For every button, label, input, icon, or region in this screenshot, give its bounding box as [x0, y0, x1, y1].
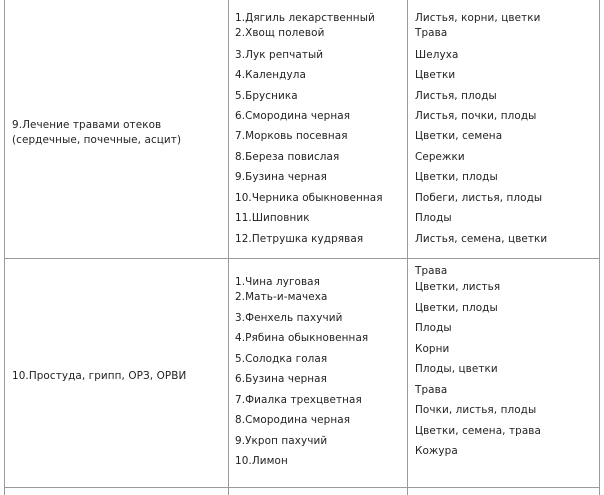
plant-part: Цветки, плоды: [415, 171, 498, 183]
plant-part: Цветки, семена, трава: [415, 425, 541, 437]
plant-name: 4.Рябина обыкновенная: [235, 332, 369, 344]
plant-name: 11.Шиповник: [235, 212, 310, 224]
plant-name: 12.Петрушка кудрявая: [235, 233, 364, 245]
plant-name: 6.Смородина черная: [235, 110, 351, 122]
plant-part: Кожура: [415, 445, 458, 457]
plant-name: 6.Бузина черная: [235, 373, 327, 385]
plant-part: Цветки, листья: [415, 281, 501, 293]
plant-part: Трава: [415, 27, 448, 39]
plant-part: Сережки: [415, 151, 465, 163]
plant-name: 3.Лук репчатый: [235, 49, 324, 61]
plant-name: 8.Береза повислая: [235, 151, 340, 163]
plant-part: Цветки: [415, 69, 456, 81]
plant-name: 2.Мать-и-мачеха: [235, 291, 328, 303]
plant-part: Трава: [415, 265, 448, 277]
plant-part: Листья, почки, плоды: [415, 110, 537, 122]
plant-part: Цветки, семена: [415, 130, 503, 142]
plant-name: 7.Морковь посевная: [235, 130, 348, 142]
category-label: 9.Лечение травами отеков (сердечные, почечные, асцит): [12, 119, 182, 146]
plant-name: 4.Календула: [235, 69, 306, 81]
table-border-right: [599, 0, 600, 495]
plant-part: Цветки, плоды: [415, 302, 498, 314]
category-cell-edema: [12, 118, 222, 148]
table-bottom-border: [4, 487, 600, 488]
plant-name: 8.Смородина черная: [235, 414, 351, 426]
row-divider: [4, 258, 600, 259]
category-label: 10.Простуда, грипп, ОРЗ, ОРВИ: [12, 370, 187, 382]
plant-part: Плоды: [415, 212, 452, 224]
plant-part: Шелуха: [415, 49, 459, 61]
plant-name: 9.Укроп пахучий: [235, 435, 328, 447]
category-cell-cold-flu: [12, 369, 222, 384]
table-border-left: [4, 0, 5, 495]
plant-name: 5.Солодка голая: [235, 353, 328, 365]
plant-name: 10.Черника обыкновенная: [235, 192, 383, 204]
plant-name: 5.Брусника: [235, 90, 298, 102]
plant-part: Листья, семена, цветки: [415, 233, 548, 245]
plant-part: Плоды: [415, 322, 452, 334]
column-divider-1: [228, 0, 229, 495]
plant-name: 9.Бузина черная: [235, 171, 327, 183]
plant-part: Листья, плоды: [415, 90, 497, 102]
plant-name: 10.Лимон: [235, 455, 288, 467]
plant-part: Листья, корни, цветки: [415, 12, 541, 24]
plant-part: Корни: [415, 343, 450, 355]
plant-part: Плоды, цветки: [415, 363, 498, 375]
plant-name: 3.Фенхель пахучий: [235, 312, 343, 324]
plant-part: Почки, листья, плоды: [415, 404, 537, 416]
plant-name: 2.Хвощ полевой: [235, 27, 325, 39]
plant-name: 1.Чина луговая: [235, 276, 321, 288]
plant-part: Побеги, листья, плоды: [415, 192, 543, 204]
plant-part: Трава: [415, 384, 448, 396]
plant-name: 1.Дягиль лекарственный: [235, 12, 375, 24]
column-divider-2: [407, 0, 408, 495]
plant-name: 7.Фиалка трехцветная: [235, 394, 362, 406]
